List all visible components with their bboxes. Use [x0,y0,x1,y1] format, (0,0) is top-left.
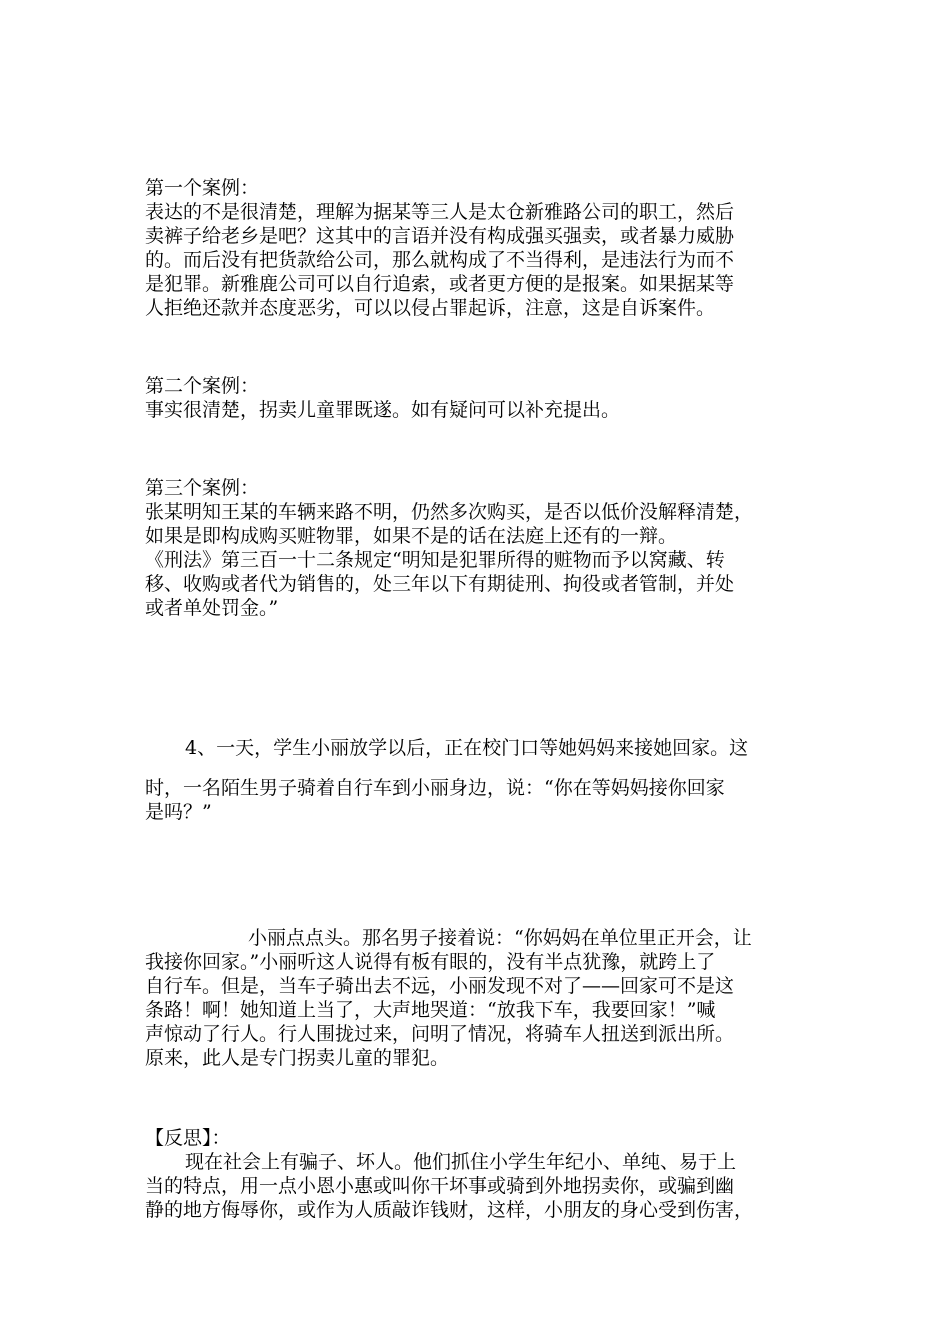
case-2-heading: 第二个案例： [145,375,260,397]
story-paragraph-1 [145,736,825,760]
case-3-line: 或者单处罚金。” [145,597,279,619]
case-2-section [145,374,825,422]
reflection-heading: 【反思】： [145,1127,231,1149]
story-2-line: 我接你回家。”小丽听这人说得有板有眼的，没有半点犹豫，就跨上了 [145,951,716,973]
story-2-first-line: 小丽点点头。那名男子接着说：“你妈妈在单位里正开会，让 [248,927,752,949]
story-1-first-line: 4、一天，学生小丽放学以后，正在校门口等她妈妈来接她回家。这 [185,737,749,759]
reflection-section [145,1126,825,1222]
reflection-first-line: 现在社会上有骗子、坏人。他们抓住小学生年纪小、单纯、易于上 [185,1151,737,1173]
case-3-line: 移、收购或者代为销售的，处三年以下有期徒刑、拘役或者管制，并处 [145,573,735,595]
case-1-heading: 第一个案例： [145,177,260,199]
case-3-line: 张某明知王某的车辆来路不明，仍然多次购买，是否以低价没解释清楚， [145,501,754,523]
story-2-line: 自行车。但是，当车子骑出去不远，小丽发现不对了——回家可不是这 [145,975,735,997]
case-1-section [145,176,825,320]
reflection-line: 静的地方侮辱你，或作为人质敲诈钱财，这样，小朋友的身心受到伤害， [145,1199,754,1221]
case-2-line: 事实很清楚，拐卖儿童罪既遂。如有疑问可以补充提出。 [145,399,621,421]
case-3-line: 如果是即构成购买赃物罪，如果不是的话在法庭上还有的一辩。 [145,525,678,547]
story-paragraph-1-continued [145,776,825,824]
story-2-line: 声惊动了行人。行人围拢过来，问明了情况，将骑车人扭送到派出所。 [145,1023,735,1045]
story-1-line: 是吗？” [145,801,212,823]
case-3-line: 《刑法》第三百一十二条规定“明知是犯罪所得的赃物而予以窝藏、转 [145,549,725,571]
case-3-section [145,476,825,620]
reflection-line: 当的特点，用一点小恩小惠或叫你干坏事或骑到外地拐卖你，或骗到幽 [145,1175,735,1197]
story-paragraph-2 [145,926,825,1070]
case-3-heading: 第三个案例： [145,477,260,499]
case-1-line: 表达的不是很清楚，理解为据某等三人是太仓新雅路公司的职工，然后 [145,201,735,223]
case-1-line: 卖裤子给老乡是吧？这其中的言语并没有构成强买强卖，或者暴力威胁 [145,225,735,247]
case-1-line: 人拒绝还款并态度恶劣，可以以侵占罪起诉，注意，这是自诉案件。 [145,297,716,319]
story-2-line: 条路！啊！她知道上当了，大声地哭道：“放我下车，我要回家！”喊 [145,999,716,1021]
case-1-line: 的。而后没有把货款给公司，那么就构成了不当得利，是违法行为而不 [145,249,735,271]
story-2-line: 原来，此人是专门拐卖儿童的罪犯。 [145,1047,450,1069]
story-1-line: 时，一名陌生男子骑着自行车到小丽身边，说：“你在等妈妈接你回家 [145,777,725,799]
case-1-line: 是犯罪。新雅鹿公司可以自行追索，或者更方便的是报案。如果据某等 [145,273,735,295]
